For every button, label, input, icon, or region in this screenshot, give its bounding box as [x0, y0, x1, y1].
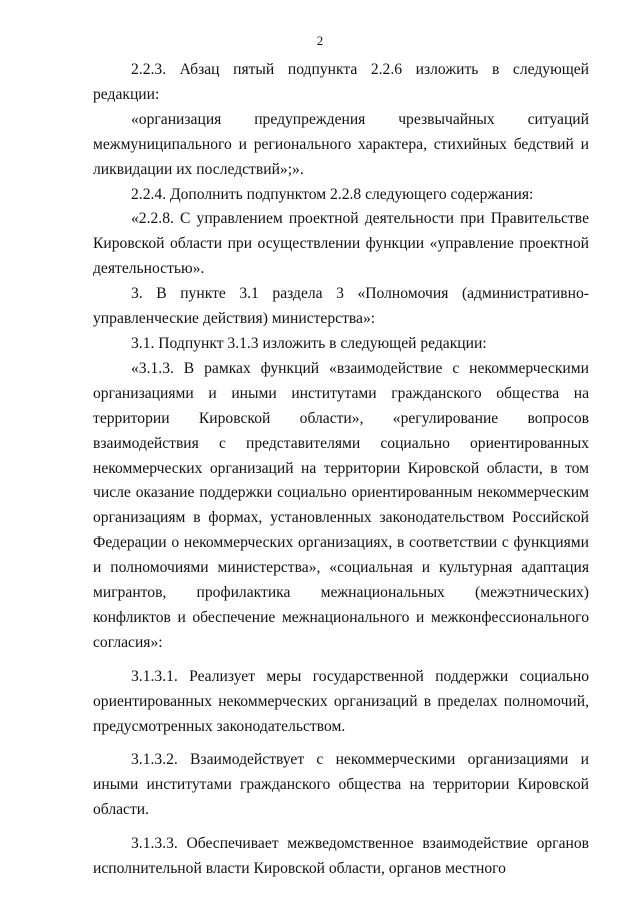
paragraph-3-1: 3.1. Подпункт 3.1.3 изложить в следующей редакции: [131, 334, 487, 352]
paragraph-3-1-3-3: 3.1.3.3. Обеспечивает межведомственное взаимодействие органов исполнительной власти Кировской области, органов местного [93, 835, 589, 878]
paragraph-2-2-3: 2.2.3. Абзац пятый подпункта 2.2.6 изложить в следующей редакции: [93, 61, 589, 103]
paragraph-3-1-3: «3.1.3. В рамках функций «взаимодействие с некоммерческими организациями и иными институтами гражданского общества на территории Кировской области», «регулирование вопросов взаимодействия с представителями социально ориентированных некоммерческих организаций на территории Кировской области, в том числе оказание поддержки социально ориентированным некоммерческим организациям в формах, установленных законодательством Российской Федерации о некоммерческих организациях, в соответствии с функциями и полномочиями министерства», «социальная и культурная адаптация мигрантов, профилактика межнациональных (межэтнических) конфликтов и обеспечение межнационального и межконфессионального согласия»: [93, 359, 589, 651]
paragraph-3-1-3-1: 3.1.3.1. Реализует меры государственной поддержки социально ориентированных некоммерческих организаций в пределах полномочий, предусмотренных законодательством. [93, 667, 589, 735]
paragraph-3: 3. В пункте 3.1 раздела 3 «Полномочия (административно-управленческие действия) министерства»: [93, 285, 589, 328]
document-body [93, 58, 589, 882]
page-number: 2 [316, 33, 324, 48]
paragraph-2-2-4: 2.2.4. Дополнить подпунктом 2.2.8 следующего содержания: [131, 185, 534, 203]
paragraph-quote-emergency: «организация предупреждения чрезвычайных ситуаций межмуниципального и регионального характера, стихийных бедствий и ликвидации их последствий»;». [93, 110, 589, 178]
paragraph-2-2-8: «2.2.8. С управлением проектной деятельности при Правительстве Кировской области при осуществлении функции «управление проектной деятельностью». [93, 210, 589, 278]
paragraph-3-1-3-2: 3.1.3.2. Взаимодействует с некоммерческими организациями и иными институтами гражданского общества на территории Кировской области. [93, 751, 589, 819]
